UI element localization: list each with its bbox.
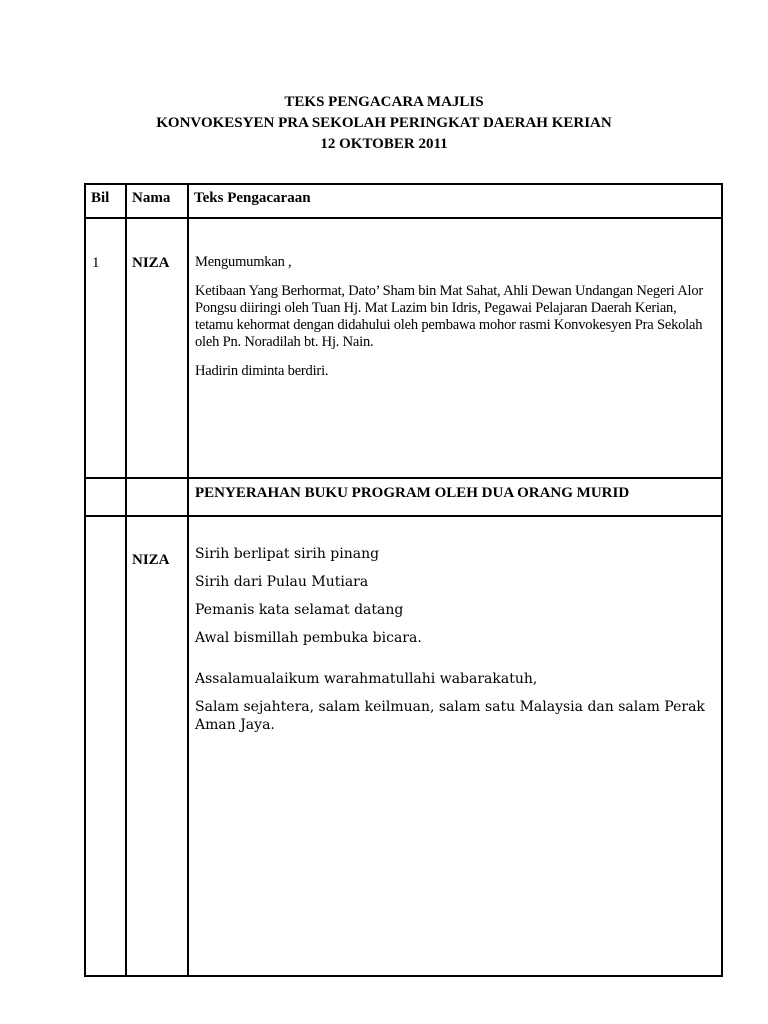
title-line-2: KONVOKESYEN PRA SEKOLAH PERINGKAT DAERAH KERIAN [156,115,612,131]
header-bil: Bil [85,184,126,218]
row1-text [188,218,722,478]
header-nama: Nama [126,184,188,218]
row1-nama: NIZA [126,218,188,478]
pantun-line: Awal bismillah pembuka bicara. [195,630,422,646]
row3-nama: NIZA [126,516,188,976]
row1-bil: 1 [85,218,126,478]
row2-nama [126,478,188,516]
table-row [85,516,722,976]
row1-paragraph: Ketibaan Yang Berhormat, Dato’ Sham bin Mat Sahat, Ahli Dewan Undangan Negeri Alor Pongsu diiringi oleh Tuan Hj. Mat Lazim bin Idris, Pegawai Pelajaran Daerah Kerian, tetamu kehormat dengan didahului oleh pembawa mohor rasmi Konvokesyen Pra Sekolah oleh Pn. Noradilah bt. Hj. Nain. [195,283,704,350]
header-teks: Teks Pengacaraan [188,184,722,218]
script-table [84,183,723,977]
row1-paragraph: Mengumumkan , [195,254,292,270]
table-row [85,218,722,478]
title-line-3: 12 OKTOBER 2011 [320,136,448,152]
row3-text [188,516,722,976]
pantun-line: Sirih berlipat sirih pinang [195,546,380,562]
document-title [0,92,768,155]
row3-bil [85,516,126,976]
row2-heading: PENYERAHAN BUKU PROGRAM OLEH DUA ORANG MURID [188,478,722,516]
title-line-1: TEKS PENGACARA MAJLIS [284,94,484,110]
greeting-line: Salam sejahtera, salam keilmuan, salam satu Malaysia dan salam Perak Aman Jaya. [195,699,705,733]
pantun-line: Sirih dari Pulau Mutiara [195,574,369,590]
table-header-row [85,184,722,218]
pantun-line: Pemanis kata selamat datang [195,602,404,618]
greeting-line: Assalamualaikum warahmatullahi wabarakatuh, [195,671,538,687]
table-row [85,478,722,516]
row2-bil [85,478,126,516]
row1-paragraph: Hadirin diminta berdiri. [195,363,329,379]
